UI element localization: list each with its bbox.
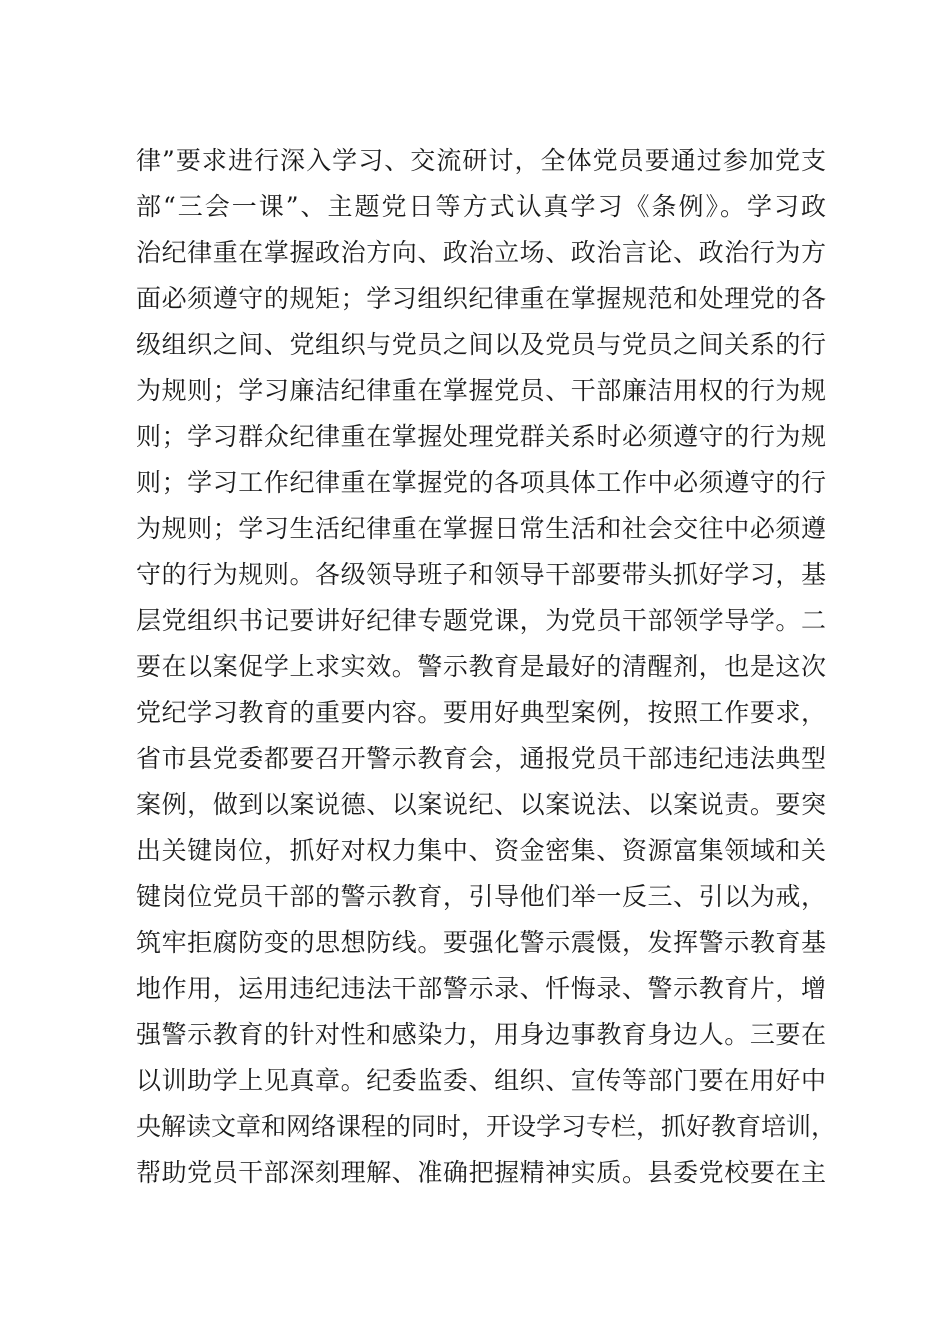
text-line: 面必须遵守的规矩；学习组织纪律重在掌握规范和处理党的各	[136, 284, 826, 313]
text-line: 层党组织书记要讲好纪律专题党课，为党员干部领学导学。二	[136, 606, 826, 635]
text-line: 党纪学习教育的重要内容。要用好典型案例，按照工作要求，	[136, 698, 826, 727]
body-text	[136, 138, 837, 1196]
text-line: 地作用，运用违纪违法干部警示录、忏悔录、警示教育片，增	[136, 974, 826, 1003]
text-line: 省市县党委都要召开警示教育会，通报党员干部违纪违法典型	[136, 744, 826, 773]
text-line: 律”要求进行深入学习、交流研讨，全体党员要通过参加党支	[136, 146, 826, 175]
text-line: 央解读文章和网络课程的同时，开设学习专栏，抓好教育培训，	[136, 1112, 837, 1141]
text-line: 为规则；学习生活纪律重在掌握日常生活和社会交往中必须遵	[136, 514, 826, 543]
text-line: 要在以案促学上求实效。警示教育是最好的清醒剂，也是这次	[136, 652, 826, 681]
text-line: 案例，做到以案说德、以案说纪、以案说法、以案说责。要突	[136, 790, 826, 819]
text-line: 则；学习群众纪律重在掌握处理党群关系时必须遵守的行为规	[136, 422, 826, 451]
text-line: 筑牢拒腐防变的思想防线。要强化警示震慑，发挥警示教育基	[136, 928, 826, 957]
text-line: 键岗位党员干部的警示教育，引导他们举一反三、引以为戒，	[136, 882, 826, 911]
text-line: 为规则；学习廉洁纪律重在掌握党员、干部廉洁用权的行为规	[136, 376, 826, 405]
text-line: 则；学习工作纪律重在掌握党的各项具体工作中必须遵守的行	[136, 468, 826, 497]
text-line: 部“三会一课”、主题党日等方式认真学习《条例》。学习政	[136, 192, 826, 221]
text-line: 出关键岗位，抓好对权力集中、资金密集、资源富集领域和关	[136, 836, 826, 865]
text-line: 守的行为规则。各级领导班子和领导干部要带头抓好学习，基	[136, 560, 826, 589]
text-line: 帮助党员干部深刻理解、准确把握精神实质。县委党校要在主	[136, 1158, 826, 1187]
text-line: 强警示教育的针对性和感染力，用身边事教育身边人。三要在	[136, 1020, 826, 1049]
text-line: 级组织之间、党组织与党员之间以及党员与党员之间关系的行	[136, 330, 826, 359]
text-line: 以训助学上见真章。纪委监委、组织、宣传等部门要在用好中	[136, 1066, 826, 1095]
text-line: 治纪律重在掌握政治方向、政治立场、政治言论、政治行为方	[136, 238, 826, 267]
